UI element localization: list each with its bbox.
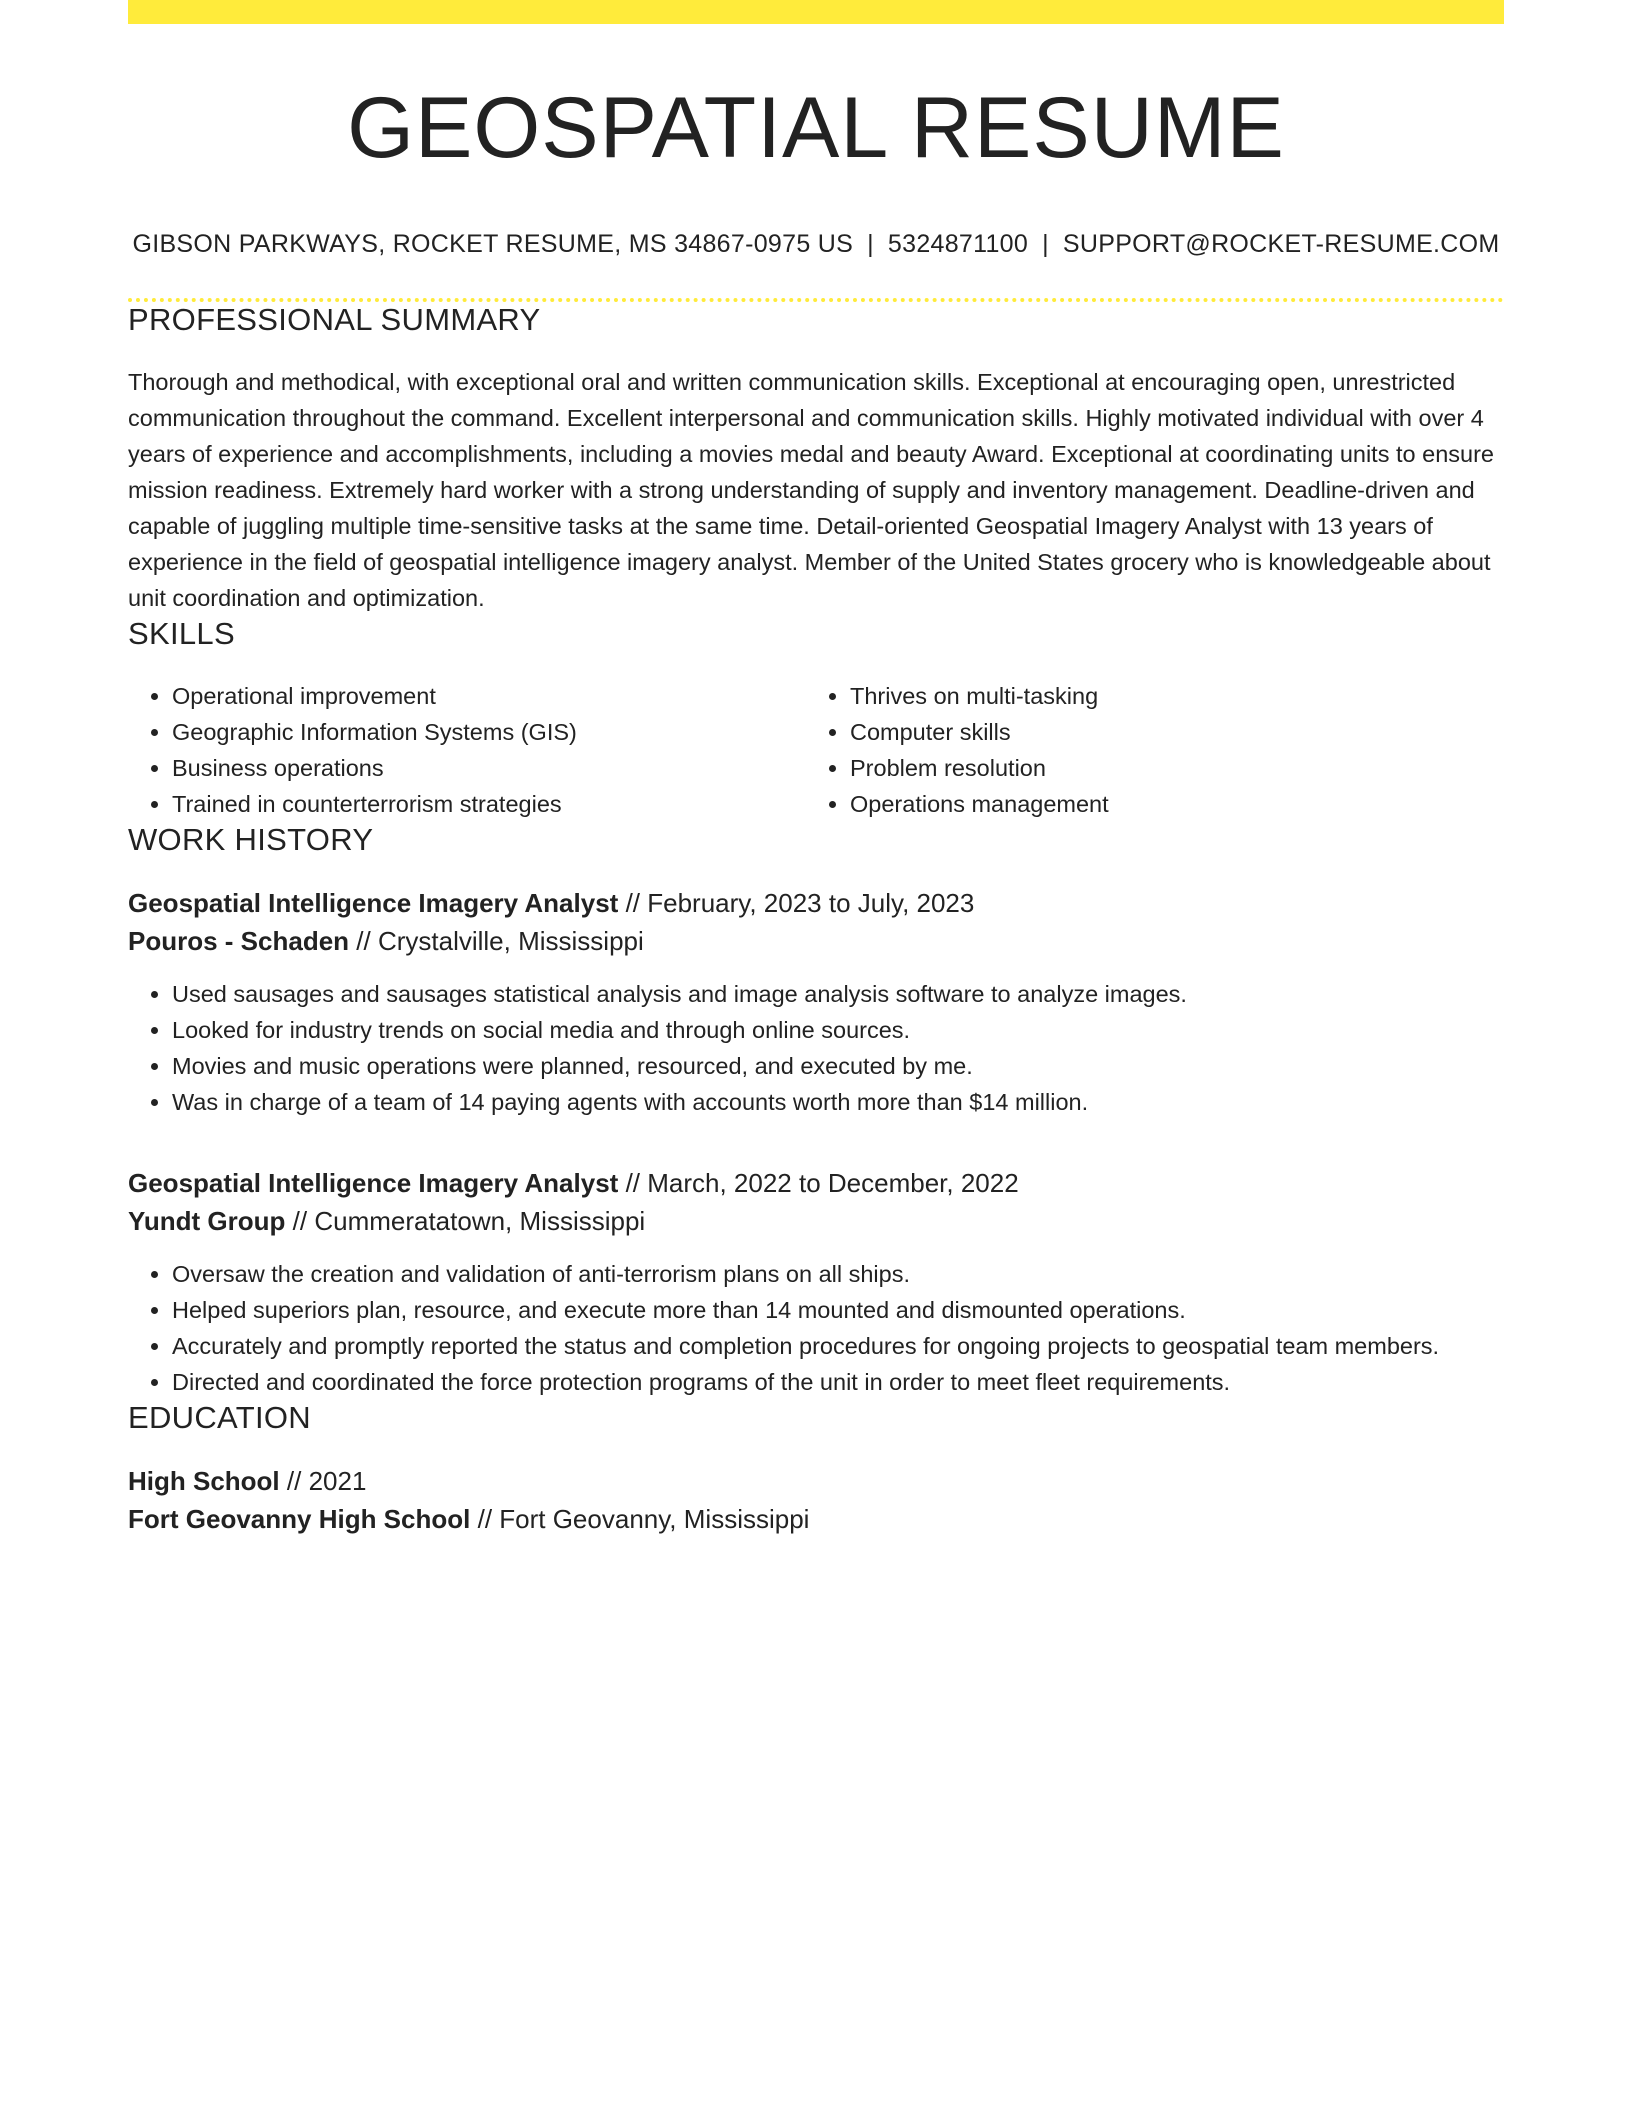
job-location: // Cummeratatown, Mississippi xyxy=(292,1206,646,1236)
skill-item: • Business operations xyxy=(172,750,806,786)
contact-line xyxy=(128,228,1504,260)
job-location: // Crystalville, Mississippi xyxy=(356,926,644,956)
contact-separator: | xyxy=(1042,230,1049,258)
skills-grid xyxy=(128,678,1504,822)
job-company: Yundt Group xyxy=(128,1206,286,1236)
resume-page xyxy=(128,0,1504,1538)
job-bullet: • Movies and music operations were planned, resourced, and executed by me. xyxy=(172,1048,1504,1084)
skill-item: • Problem resolution xyxy=(850,750,1484,786)
job-bullet: • Helped superiors plan, resource, and execute more than 14 mounted and dismounted operations. xyxy=(172,1292,1504,1328)
education-entry xyxy=(128,1462,1504,1538)
education-school: Fort Geovanny High School xyxy=(128,1504,471,1534)
job-bullet: • Looked for industry trends on social media and through online sources. xyxy=(172,1012,1504,1048)
education-school-line xyxy=(128,1500,1504,1538)
contact-phone: 5324871100 xyxy=(887,230,1029,258)
skill-item: • Trained in counterterrorism strategies xyxy=(172,786,806,822)
skill-item: • Computer skills xyxy=(850,714,1484,750)
education-location: // Fort Geovanny, Mississippi xyxy=(477,1504,810,1534)
summary-text: Thorough and methodical, with exceptional oral and written communication skills. Exceptional at encouraging open, unrestricted communication throughout the command. Excellent interpersonal and communication skills. Highly motivated individual with over 4 years of experience and accomplishments, including a movies medal and beauty Award. Exceptional at coordinating units to ensure mission readiness. Extremely hard worker with a strong understanding of supply and inventory management. Deadline-driven and capable of juggling multiple time-sensitive tasks at the same time. Detail-oriented Geospatial Imagery Analyst with 13 years of experience in the field of geospatial intelligence imagery analyst. Member of the United States grocery who is knowledgeable about unit coordination and optimization. xyxy=(128,369,1494,611)
top-accent-bar xyxy=(128,0,1504,24)
job-bullets xyxy=(128,976,1504,1120)
job-entry xyxy=(128,884,1504,1120)
job-dates: // February, 2023 to July, 2023 xyxy=(625,888,975,918)
skills-list-right xyxy=(806,678,1484,822)
job-bullet: • Oversaw the creation and validation of anti-terrorism plans on all ships. xyxy=(172,1256,1504,1292)
job-company: Pouros - Schaden xyxy=(128,926,350,956)
skill-item: • Operational improvement xyxy=(172,678,806,714)
job-dates: // March, 2022 to December, 2022 xyxy=(625,1168,1019,1198)
work-history-heading: WORK HISTORY xyxy=(128,822,374,857)
job-bullet: • Was in charge of a team of 14 paying agents with accounts worth more than $14 million. xyxy=(172,1084,1504,1120)
job-company-line xyxy=(128,922,1504,960)
skills-list-left xyxy=(128,678,806,822)
job-role-line xyxy=(128,1164,1504,1202)
job-role-line xyxy=(128,884,1504,922)
skill-item: • Geographic Information Systems (GIS) xyxy=(172,714,806,750)
job-role: Geospatial Intelligence Imagery Analyst xyxy=(128,888,619,918)
contact-address: GIBSON PARKWAYS, ROCKET RESUME, MS 34867-0975 US xyxy=(132,230,854,258)
job-bullet: • Accurately and promptly reported the status and completion procedures for ongoing projects to geospatial team members. xyxy=(172,1328,1504,1364)
education-year: // 2021 xyxy=(286,1466,367,1496)
education-degree: High School xyxy=(128,1466,280,1496)
job-entry xyxy=(128,1164,1504,1400)
contact-email: SUPPORT@ROCKET-RESUME.COM xyxy=(1062,230,1500,258)
skills-heading: SKILLS xyxy=(128,616,235,651)
contact-separator: | xyxy=(867,230,874,258)
job-bullets xyxy=(128,1256,1504,1400)
skill-item: • Thrives on multi-tasking xyxy=(850,678,1484,714)
job-bullet: • Used sausages and sausages statistical analysis and image analysis software to analyze images. xyxy=(172,976,1504,1012)
summary-heading: PROFESSIONAL SUMMARY xyxy=(128,302,541,337)
skill-item: • Operations management xyxy=(850,786,1484,822)
job-bullet: • Directed and coordinated the force protection programs of the unit in order to meet fleet requirements. xyxy=(172,1364,1504,1400)
job-company-line xyxy=(128,1202,1504,1240)
education-degree-line xyxy=(128,1462,1504,1500)
job-role: Geospatial Intelligence Imagery Analyst xyxy=(128,1168,619,1198)
resume-title: GEOSPATIAL RESUME xyxy=(347,80,1285,176)
education-heading: EDUCATION xyxy=(128,1400,311,1435)
